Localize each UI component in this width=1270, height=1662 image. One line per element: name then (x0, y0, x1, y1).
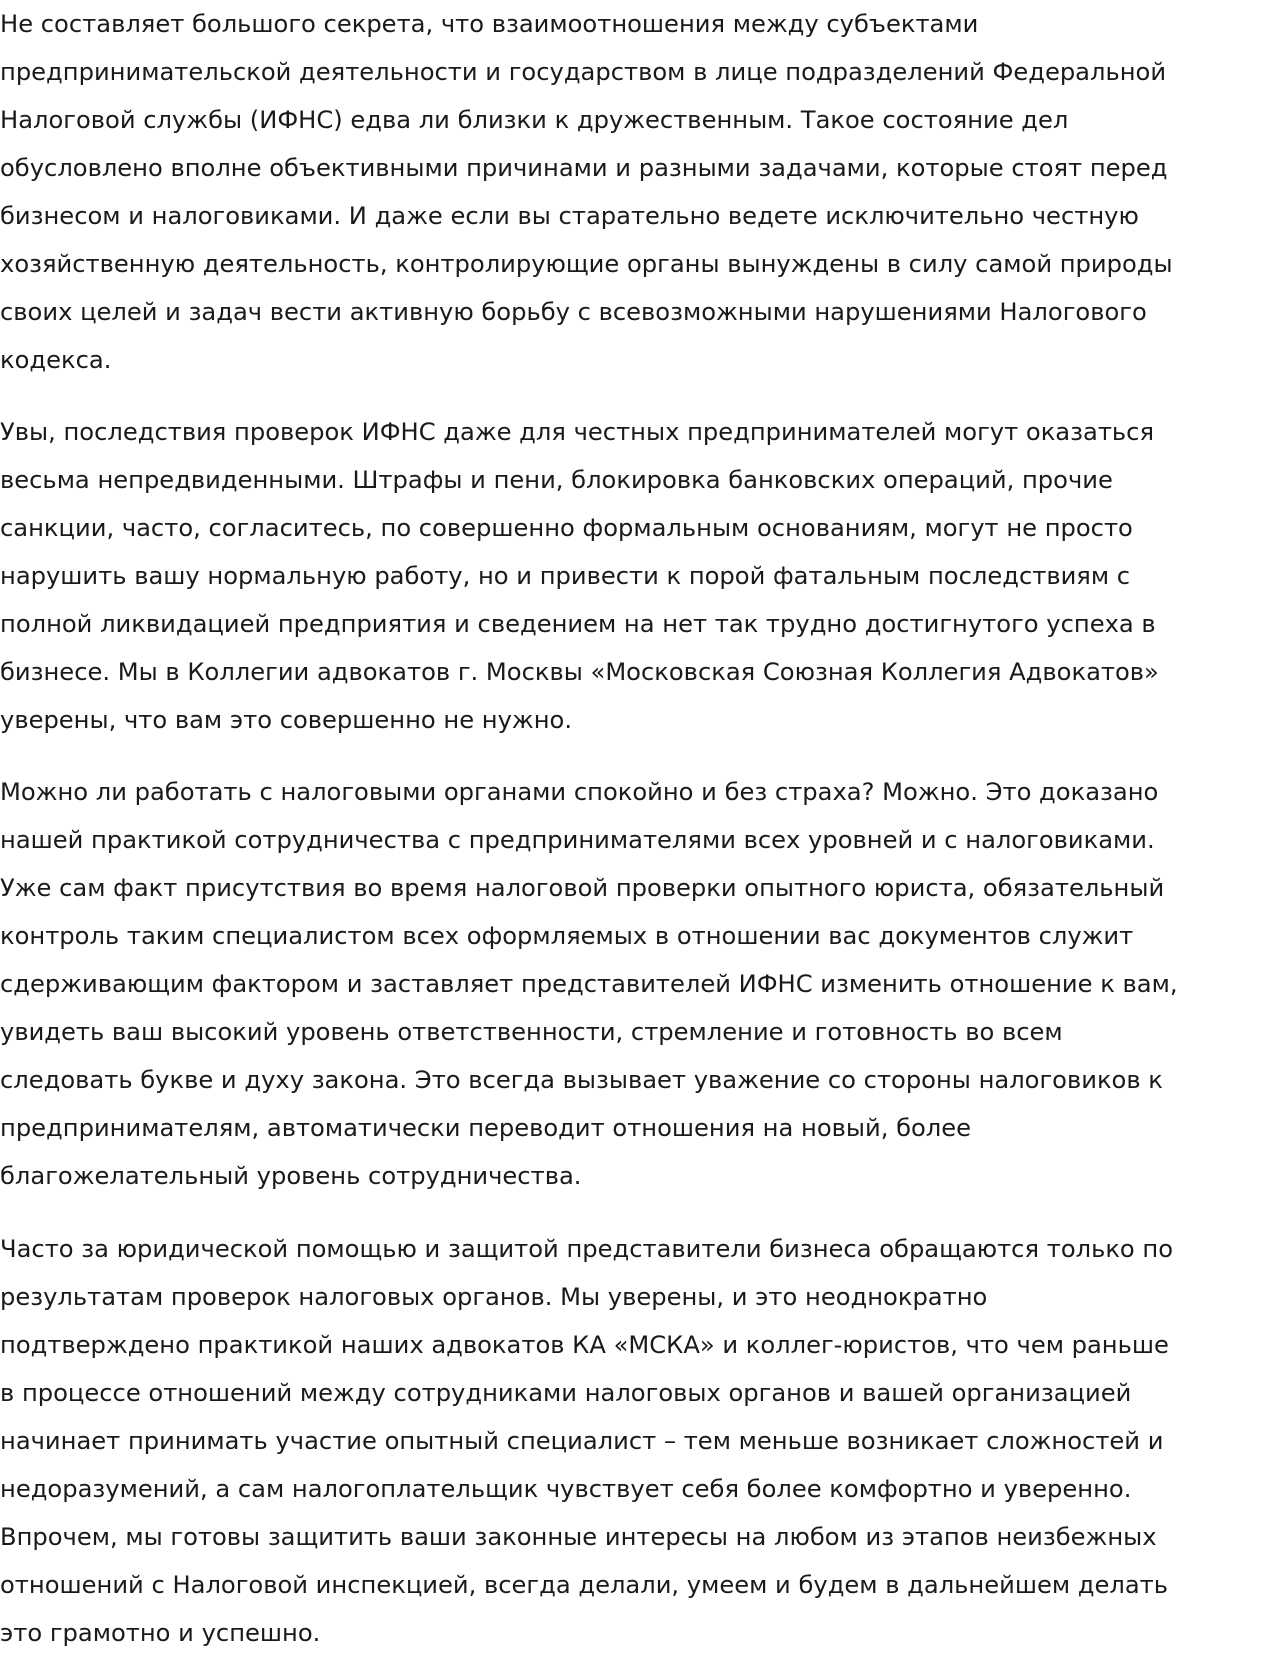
paragraph-line: санкции, часто, согласитесь, по совершенно формальным основаниям, могут не просто (0, 514, 1133, 542)
paragraph-line: нашей практикой сотрудничества с предпринимателями всех уровней и с налоговиками. (0, 826, 1155, 854)
paragraph-line: предпринимателям, автоматически переводит отношения на новый, более (0, 1114, 972, 1142)
paragraph-line: начинает принимать участие опытный специалист – тем меньше возникает сложностей и (0, 1427, 1164, 1455)
paragraph-line: уверены, что вам это совершенно не нужно. (0, 706, 573, 734)
paragraph-line: предпринимательской деятельности и государством в лице подразделений Федеральной (0, 58, 1167, 86)
paragraph-line: следовать букве и духу закона. Это всегда вызывает уважение со стороны налоговиков к (0, 1066, 1163, 1094)
paragraph-line: Можно ли работать с налоговыми органами спокойно и без страха? Можно. Это доказано (0, 778, 1159, 806)
paragraph-line: сдерживающим фактором и заставляет представителей ИФНС изменить отношение к вам, (0, 970, 1178, 998)
paragraph-line: благожелательный уровень сотрудничества. (0, 1162, 582, 1190)
paragraph-line: Не составляет большого секрета, что взаимоотношения между субъектами (0, 10, 979, 38)
article-paragraph-1 (0, 0, 1173, 384)
paragraph-line: отношений с Налоговой инспекцией, всегда делали, умеем и будем в дальнейшем делать (0, 1571, 1169, 1599)
paragraph-line: кодекса. (0, 346, 112, 374)
paragraph-line: это грамотно и успешно. (0, 1619, 321, 1647)
paragraph-line: весьма непредвиденными. Штрафы и пени, блокировка банковских операций, прочие (0, 466, 1113, 494)
article-paragraph-4 (0, 1225, 1173, 1657)
paragraph-line: Впрочем, мы готовы защитить ваши законные интересы на любом из этапов неизбежных (0, 1523, 1157, 1551)
paragraph-line: Часто за юридической помощью и защитой представители бизнеса обращаются только по (0, 1235, 1174, 1263)
paragraph-line: Уже сам факт присутствия во время налоговой проверки опытного юриста, обязательный (0, 874, 1165, 902)
paragraph-line: хозяйственную деятельность, контролирующие органы вынуждены в силу самой природы (0, 250, 1173, 278)
paragraph-line: полной ликвидацией предприятия и сведением на нет так трудно достигнутого успеха в (0, 610, 1156, 638)
article-paragraph-3 (0, 768, 1178, 1200)
paragraph-line: подтверждено практикой наших адвокатов КА «МСКА» и коллег-юристов, что чем раньше (0, 1331, 1169, 1359)
paragraph-line: контроль таким специалистом всех оформляемых в отношении вас документов служит (0, 922, 1134, 950)
paragraph-line: недоразумений, а сам налогоплательщик чувствует себя более комфортно и уверенно. (0, 1475, 1132, 1503)
paragraph-line: своих целей и задач вести активную борьбу с всевозможными нарушениями Налогового (0, 298, 1147, 326)
paragraph-line: результатам проверок налоговых органов. Мы уверены, и это неоднократно (0, 1283, 988, 1311)
paragraph-line: обусловлено вполне объективными причинами и разными задачами, которые стоят перед (0, 154, 1168, 182)
paragraph-line: бизнесом и налоговиками. И даже если вы старательно ведете исключительно честную (0, 202, 1139, 230)
paragraph-line: в процессе отношений между сотрудниками налоговых органов и вашей организацией (0, 1379, 1132, 1407)
paragraph-line: бизнесе. Мы в Коллегии адвокатов г. Москвы «Московская Союзная Коллегия Адвокатов» (0, 658, 1159, 686)
paragraph-line: увидеть ваш высокий уровень ответственности, стремление и готовность во всем (0, 1018, 1063, 1046)
article-paragraph-2 (0, 408, 1159, 744)
paragraph-line: Налоговой службы (ИФНС) едва ли близки к дружественным. Такое состояние дел (0, 106, 1069, 134)
paragraph-line: Увы, последствия проверок ИФНС даже для честных предпринимателей могут оказаться (0, 418, 1155, 446)
paragraph-line: нарушить вашу нормальную работу, но и привести к порой фатальным последствиям с (0, 562, 1131, 590)
